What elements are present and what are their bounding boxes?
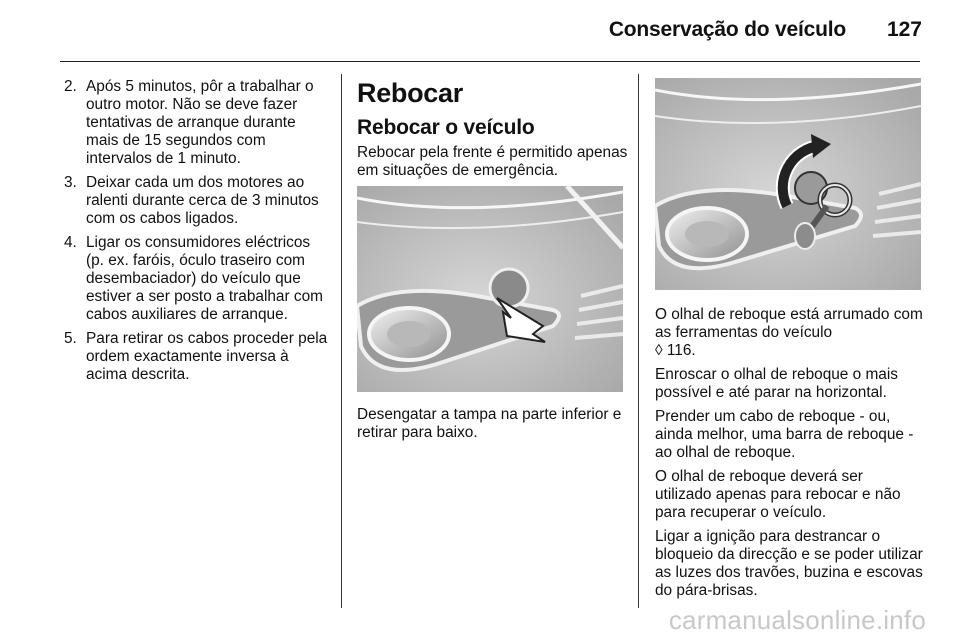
screw-in-text: Enroscar o olhal de reboque o mais possível e até parar na horizontal. — [655, 366, 898, 401]
column-jump-start-steps — [64, 78, 332, 390]
list-item — [64, 234, 332, 324]
column-divider-right — [638, 74, 639, 608]
section-title: Conservação do veículo — [608, 18, 846, 41]
list-item — [64, 330, 332, 384]
column-towing-eye — [655, 78, 923, 606]
subheading-towing-vehicle: Rebocar o veículo — [357, 116, 535, 139]
step-number: 5. — [64, 330, 77, 347]
storage-text — [655, 306, 923, 360]
column-divider-left — [341, 74, 342, 608]
bumper-cover-illustration — [357, 186, 623, 392]
step-number: 4. — [64, 234, 77, 251]
header-divider — [60, 61, 920, 62]
step-number: 3. — [64, 174, 77, 191]
list-item — [64, 78, 332, 168]
towing-eye-illustration — [655, 78, 921, 290]
attach-cable-text: Prender um cabo de reboque - ou, ainda melhor, uma barra de reboque - ao olhal de reboque. — [655, 408, 914, 461]
storage-sentence: O olhal de reboque está arrumado com as ferramentas do veículo — [655, 306, 923, 341]
column-towing-intro — [357, 78, 629, 448]
towing-intro-text: Rebocar pela frente é permitido apenas em situações de emergência. — [357, 144, 628, 179]
step-text: Para retirar os cabos proceder pela ordem exactamente inversa à acima descrita. — [86, 330, 328, 383]
page-reference-link[interactable]: 116. — [666, 342, 696, 359]
step-text: Após 5 minutos, pôr a trabalhar o outro motor. Não se deve fazer tentativas de arranque durante mais de 15 segundos com intervalos de 1 minuto. — [86, 78, 314, 167]
steps-list — [64, 78, 332, 384]
list-item — [64, 174, 332, 228]
ignition-text: Ligar a ignição para destrancar o bloqueio da direcção e se poder utilizar as luzes dos travões, buzina e escovas do pára-brisas. — [655, 528, 923, 599]
figure-caption: Desengatar a tampa na parte inferior e retirar para baixo. — [357, 406, 622, 441]
page-number: 127 — [886, 18, 922, 41]
step-text: Deixar cada um dos motores ao ralenti durante cerca de 3 minutos com os cabos ligados. — [86, 174, 319, 227]
page-reference-arrow-icon: ◊ — [655, 342, 663, 359]
heading-towing: Rebocar — [357, 78, 463, 108]
watermark-text: carmanualsonline.info — [668, 605, 926, 635]
step-text: Ligar os consumidores eléctricos (p. ex. faróis, óculo traseiro com desembaciador) do veículo que estiver a ser posto a trabalhar com cabos auxiliares de arranque. — [86, 234, 323, 323]
step-number: 2. — [64, 78, 77, 95]
usage-warning-text: O olhal de reboque deverá ser utilizado apenas para rebocar e não para recuperar o veículo. — [655, 468, 901, 521]
